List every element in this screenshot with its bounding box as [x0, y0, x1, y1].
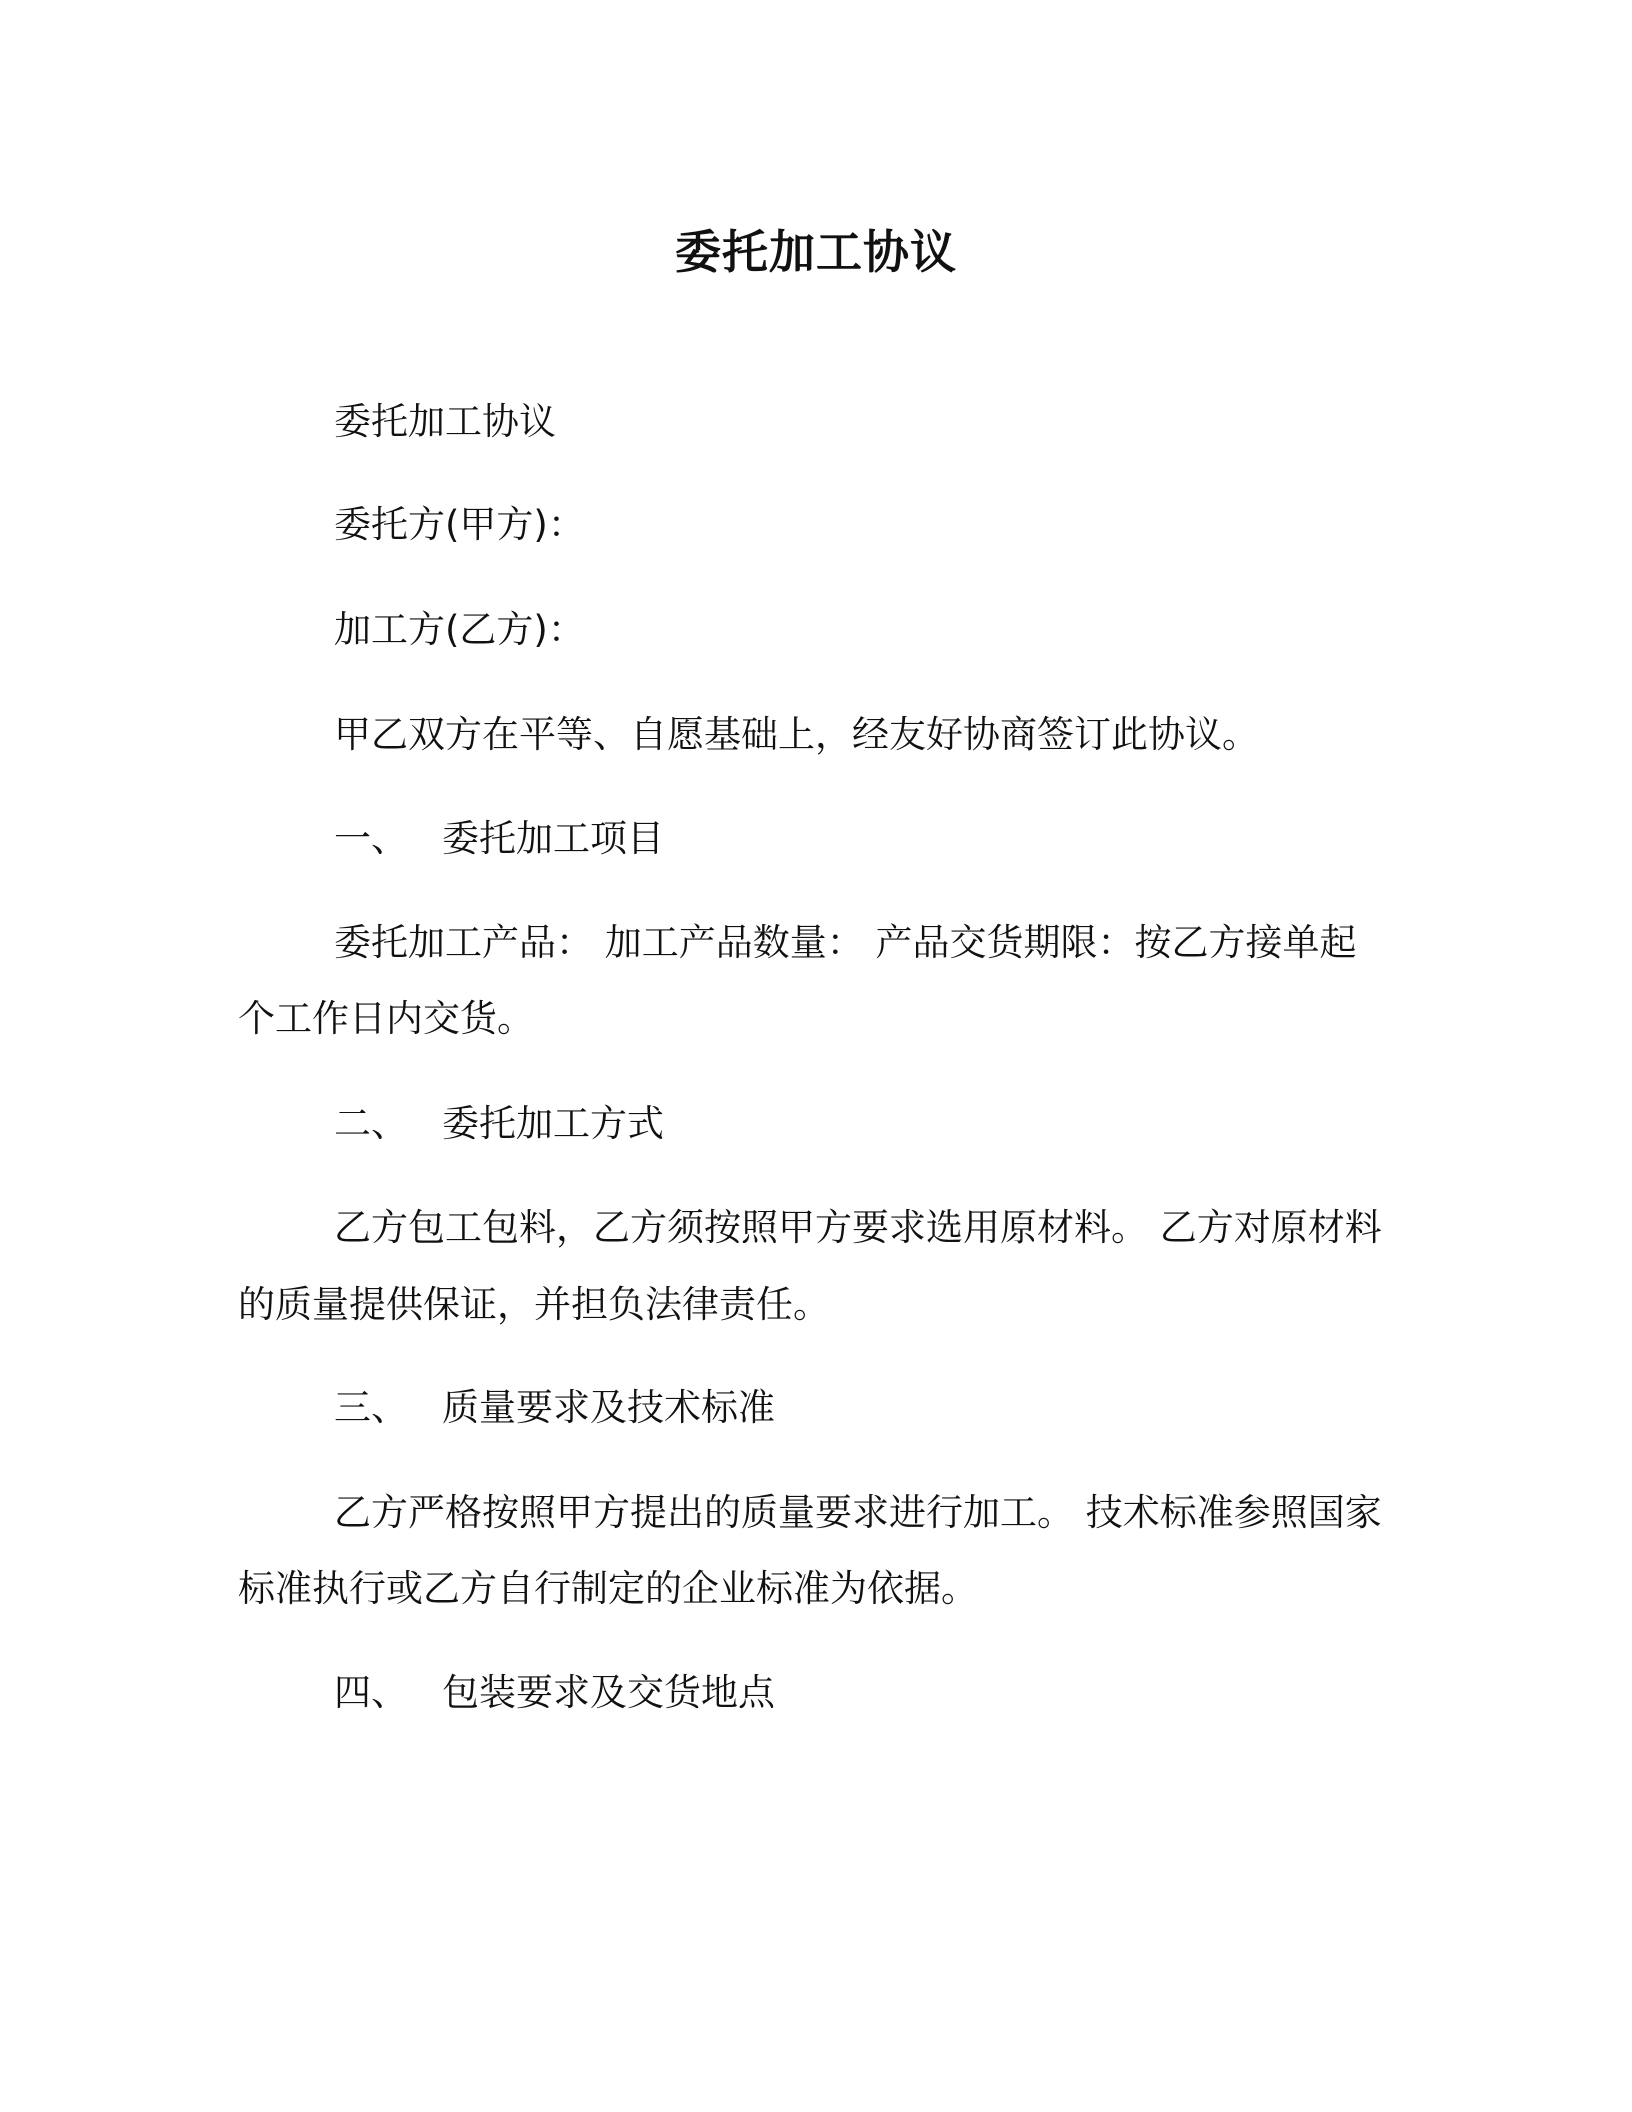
section-title: 委托加工项目	[442, 817, 664, 860]
paragraph-line: 乙方严格按照甲方提出的质量要求进行加工。 技术标准参照国家	[334, 1491, 1382, 1534]
section-number: 四、	[334, 1671, 408, 1714]
section-number: 一、	[334, 817, 408, 860]
paragraph-line: 的质量提供保证，并担负法律责任。	[238, 1283, 830, 1326]
preamble-paragraph: 甲乙双方在平等、自愿基础上，经友好协商签订此协议。	[334, 713, 1259, 756]
section-number: 二、	[334, 1102, 408, 1145]
section-number: 三、	[334, 1386, 408, 1429]
paragraph-line: 个工作日内交货。	[238, 997, 534, 1040]
party-b-label: 加工方(乙方)：	[334, 608, 585, 651]
paragraph-line: 委托加工产品： 加工产品数量： 产品交货期限：按乙方接单起	[334, 921, 1357, 964]
document-subtitle: 委托加工协议	[334, 400, 556, 443]
section-heading	[334, 1669, 775, 1717]
section-title: 质量要求及技术标准	[442, 1386, 775, 1429]
section-heading	[334, 815, 664, 863]
section-heading	[334, 1384, 775, 1432]
section-heading	[334, 1100, 664, 1148]
paragraph-line: 乙方包工包料，乙方须按照甲方要求选用原材料。 乙方对原材料	[334, 1206, 1382, 1249]
document-title: 委托加工协议	[675, 225, 957, 279]
party-a-label: 委托方(甲方)：	[334, 503, 585, 546]
paragraph-line: 标准执行或乙方自行制定的企业标准为依据。	[238, 1567, 978, 1610]
section-title: 委托加工方式	[442, 1102, 664, 1145]
section-title: 包装要求及交货地点	[442, 1671, 775, 1714]
